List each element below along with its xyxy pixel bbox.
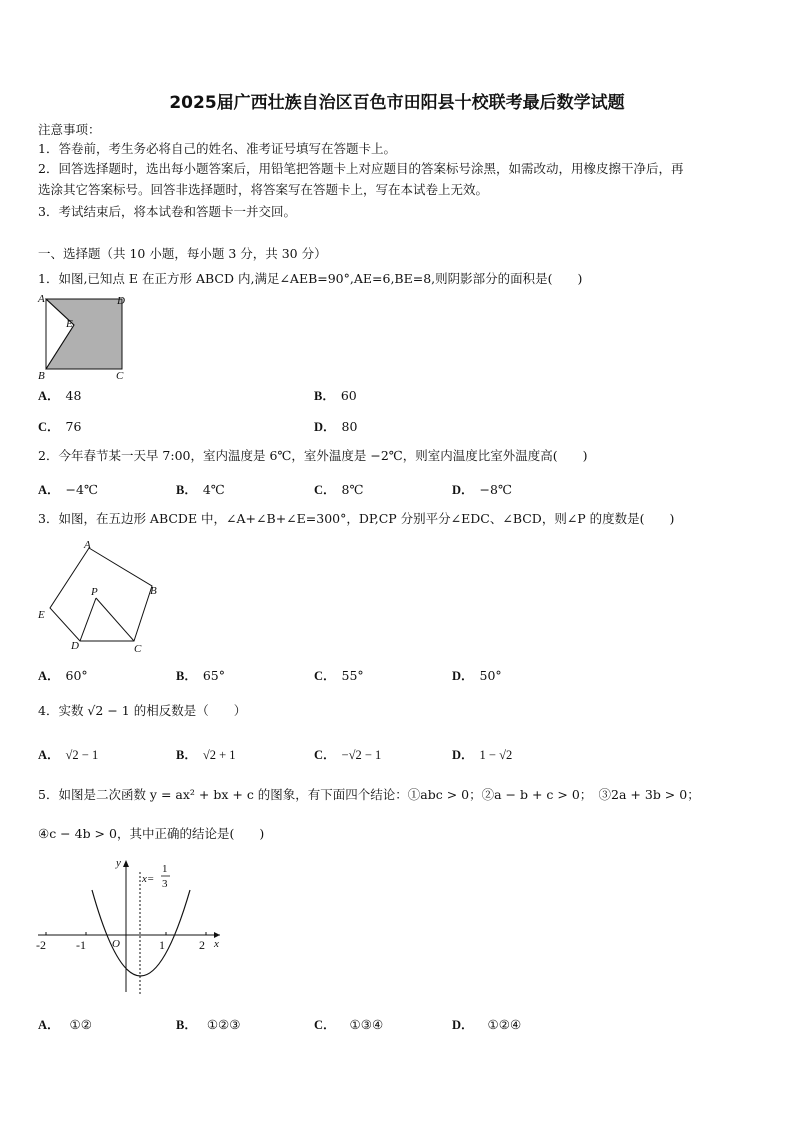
page-title: 2025届广西壮族自治区百色市田阳县十校联考最后数学试题 bbox=[169, 93, 625, 113]
label-E: E bbox=[66, 318, 73, 330]
q3-option-b[interactable]: B． 65° bbox=[176, 668, 225, 683]
tick-label-2: 2 bbox=[199, 938, 205, 952]
x-axis-label: x bbox=[214, 938, 219, 950]
origin-label: O bbox=[112, 938, 120, 950]
q5-option-b[interactable]: B． ①②③ bbox=[176, 1017, 241, 1032]
parabola-curve bbox=[92, 890, 190, 976]
q3-option-a[interactable]: A． 60° bbox=[38, 668, 88, 683]
label-D: D bbox=[117, 295, 125, 307]
question-4-stem: 4．实数 √2 − 1 的相反数是（ ） bbox=[38, 703, 247, 718]
q4-option-b[interactable]: B． √2 + 1 bbox=[176, 748, 236, 762]
symmetry-label: x= bbox=[142, 873, 155, 885]
question-5-stem-cont: ④c − 4b > 0，其中正确的结论是( ) bbox=[38, 826, 265, 841]
symmetry-num: 1 bbox=[162, 863, 168, 875]
notice-item-2: 2．回答选择题时，选出每小题答案后，用铅笔把答题卡上对应题目的答案标号涂黑，如需改动，用橡皮擦干净后，再 bbox=[38, 161, 684, 176]
q4-option-a[interactable]: A． √2 − 1 bbox=[38, 748, 99, 762]
q1-option-a[interactable]: A． 48 bbox=[38, 388, 82, 403]
q2-option-c[interactable]: C． 8℃ bbox=[314, 482, 364, 497]
label-B: B bbox=[150, 585, 157, 597]
label-A: A bbox=[84, 539, 91, 551]
parabola-graph bbox=[34, 852, 234, 1000]
symmetry-den: 3 bbox=[162, 878, 168, 890]
q5-option-d[interactable]: D． ①②④ bbox=[452, 1017, 522, 1032]
notice-item-1: 1．答卷前，考生务必将自己的姓名、准考证号填写在答题卡上。 bbox=[38, 141, 396, 156]
tick-label-neg1: -1 bbox=[76, 938, 86, 952]
q1-option-b[interactable]: B． 60 bbox=[314, 388, 357, 403]
label-A: A bbox=[38, 293, 45, 305]
tick-label-neg2: -2 bbox=[36, 938, 46, 952]
question-5-stem: 5．如图是二次函数 y = ax² + bx + c 的图象，有下面四个结论：①abc > 0；②a − b + c > 0； ③2a + 3b > 0； bbox=[38, 787, 700, 802]
q5-option-a[interactable]: A． ①② bbox=[38, 1017, 92, 1032]
notice-item-2-cont: 选涂其它答案标号。回答非选择题时，将答案写在答题卡上，写在本试卷上无效。 bbox=[38, 182, 489, 197]
label-C: C bbox=[116, 370, 124, 381]
q2-option-a[interactable]: A． −4℃ bbox=[38, 482, 98, 497]
notice-heading: 注意事项： bbox=[38, 122, 101, 137]
label-E: E bbox=[38, 609, 45, 621]
q3-option-d[interactable]: D． 50° bbox=[452, 668, 502, 683]
square-figure bbox=[34, 291, 134, 381]
q4-option-c[interactable]: C． −√2 − 1 bbox=[314, 748, 382, 762]
label-P: P bbox=[91, 586, 98, 598]
question-2-stem: 2．今年春节某一天早 7:00，室内温度是 6℃，室外温度是 −2℃，则室内温度比室外温度高( ) bbox=[38, 448, 588, 463]
pentagon-figure bbox=[34, 536, 164, 656]
question-1-stem: 1．如图,已知点 E 在正方形 ABCD 内,满足∠AEB=90°,AE=6,BE=8,则阴影部分的面积是( ) bbox=[38, 271, 583, 286]
q2-option-d[interactable]: D． −8℃ bbox=[452, 482, 512, 497]
y-axis-label: y bbox=[116, 857, 121, 869]
label-B: B bbox=[38, 370, 45, 381]
label-D: D bbox=[71, 640, 79, 652]
q1-option-d[interactable]: D． 80 bbox=[314, 419, 358, 434]
q2-option-b[interactable]: B． 4℃ bbox=[176, 482, 225, 497]
tick-label-1: 1 bbox=[159, 938, 165, 952]
notice-item-3: 3．考试结束后，将本试卷和答题卡一并交回。 bbox=[38, 204, 296, 219]
question-3-stem: 3．如图，在五边形 ABCDE 中，∠A+∠B+∠E=300°，DP,CP 分别平分∠EDC、∠BCD，则∠P 的度数是( ) bbox=[38, 511, 675, 526]
section-heading: 一、选择题（共 10 小题，每小题 3 分，共 30 分） bbox=[38, 246, 327, 261]
q3-option-c[interactable]: C． 55° bbox=[314, 668, 364, 683]
label-C: C bbox=[134, 643, 142, 655]
q1-option-c[interactable]: C． 76 bbox=[38, 419, 82, 434]
q4-option-d[interactable]: D． 1 − √2 bbox=[452, 748, 513, 762]
q5-option-c[interactable]: C． ①③④ bbox=[314, 1017, 384, 1032]
